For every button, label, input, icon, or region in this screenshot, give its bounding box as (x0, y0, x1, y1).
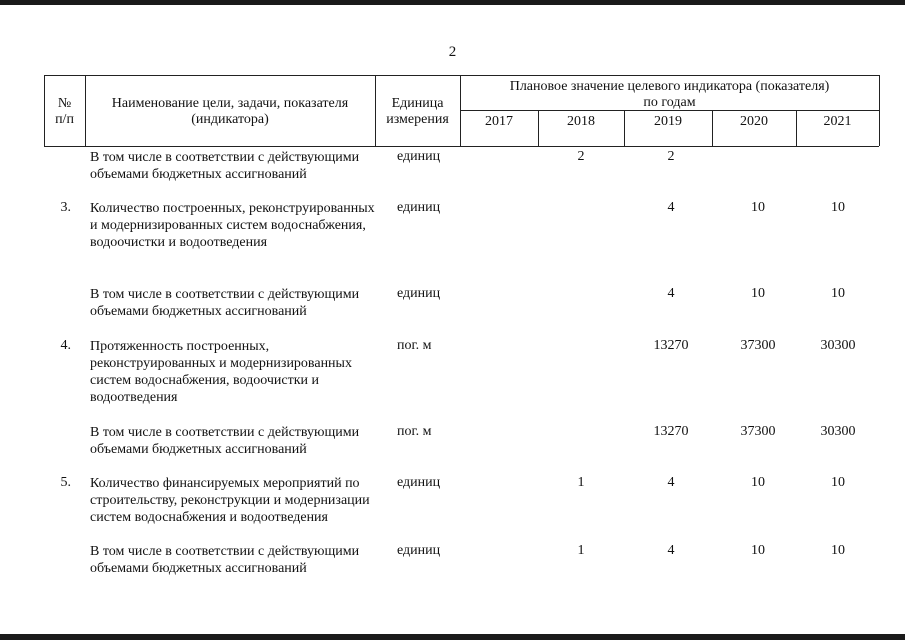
scan-bottom-border (0, 634, 905, 640)
header-year: 2020 (740, 114, 768, 129)
header-year: 2019 (654, 114, 682, 129)
row-value-2018: 1 (577, 475, 585, 490)
header-name: Наименование цели, задачи, показателя (индикатора) (111, 96, 349, 127)
row-value-2021: 10 (831, 543, 845, 558)
row-value-2019: 4 (667, 475, 675, 490)
scan-top-border (0, 0, 905, 5)
row-value-2019: 4 (667, 286, 675, 301)
row-name: В том числе в соответствии с действующими объемами бюджетных ассигнований (90, 150, 360, 182)
header-bottom-line (44, 146, 879, 147)
row-name: Количество построенных, реконструированных и модернизированных систем водоснабжения, водоочистки и водоотведения (90, 201, 375, 250)
row-value-2021: 10 (831, 286, 845, 301)
row-unit: единиц (397, 475, 441, 490)
row-value-2021: 10 (831, 200, 845, 215)
header-vline (879, 75, 880, 146)
row-value-2020: 10 (751, 286, 765, 301)
header-year: 2017 (485, 114, 513, 129)
row-unit: пог. м (397, 424, 432, 439)
header-year: 2018 (567, 114, 595, 129)
row-value-2019: 4 (667, 200, 675, 215)
row-name: В том числе в соответствии с действующими объемами бюджетных ассигнований (90, 287, 360, 319)
row-value-2019: 2 (667, 149, 675, 164)
header-unit: Единица измерения (386, 96, 449, 127)
row-value-2019: 13270 (653, 338, 689, 353)
row-unit: единиц (397, 543, 441, 558)
row-value-2020: 10 (751, 200, 765, 215)
row-value-2019: 13270 (653, 424, 689, 439)
row-number: 5. (60, 475, 71, 490)
row-unit: единиц (397, 286, 441, 301)
row-unit: единиц (397, 200, 441, 215)
row-value-2020: 10 (751, 543, 765, 558)
header-year: 2021 (823, 114, 852, 129)
row-value-2021: 30300 (820, 338, 856, 353)
page-number: 2 (448, 44, 457, 60)
row-value-2018: 2 (577, 149, 585, 164)
row-value-2018: 1 (577, 543, 585, 558)
row-value-2020: 37300 (740, 338, 776, 353)
row-value-2020: 37300 (740, 424, 776, 439)
row-number: 4. (60, 338, 71, 353)
row-name: В том числе в соответствии с действующими объемами бюджетных ассигнований (90, 425, 360, 457)
row-number: 3. (60, 200, 71, 215)
row-unit: пог. м (397, 338, 432, 353)
row-value-2021: 30300 (820, 424, 856, 439)
row-name: Количество финансируемых мероприятий по строительству, реконструкции и модернизации систем водоснабжения и водоотведения (90, 476, 370, 525)
row-value-2020: 10 (751, 475, 765, 490)
row-name: Протяженность построенных, реконструированных и модернизированных систем водоснабжения, водоочистки и водоотведения (90, 339, 352, 405)
row-value-2021: 10 (831, 475, 845, 490)
row-unit: единиц (397, 149, 441, 164)
header-top-line (44, 75, 879, 76)
header-num: № п/п (55, 96, 74, 127)
row-name: В том числе в соответствии с действующими объемами бюджетных ассигнований (90, 544, 360, 576)
header-plan: Плановое значение целевого индикатора (показателя) по годам (509, 79, 830, 110)
row-value-2019: 4 (667, 543, 675, 558)
